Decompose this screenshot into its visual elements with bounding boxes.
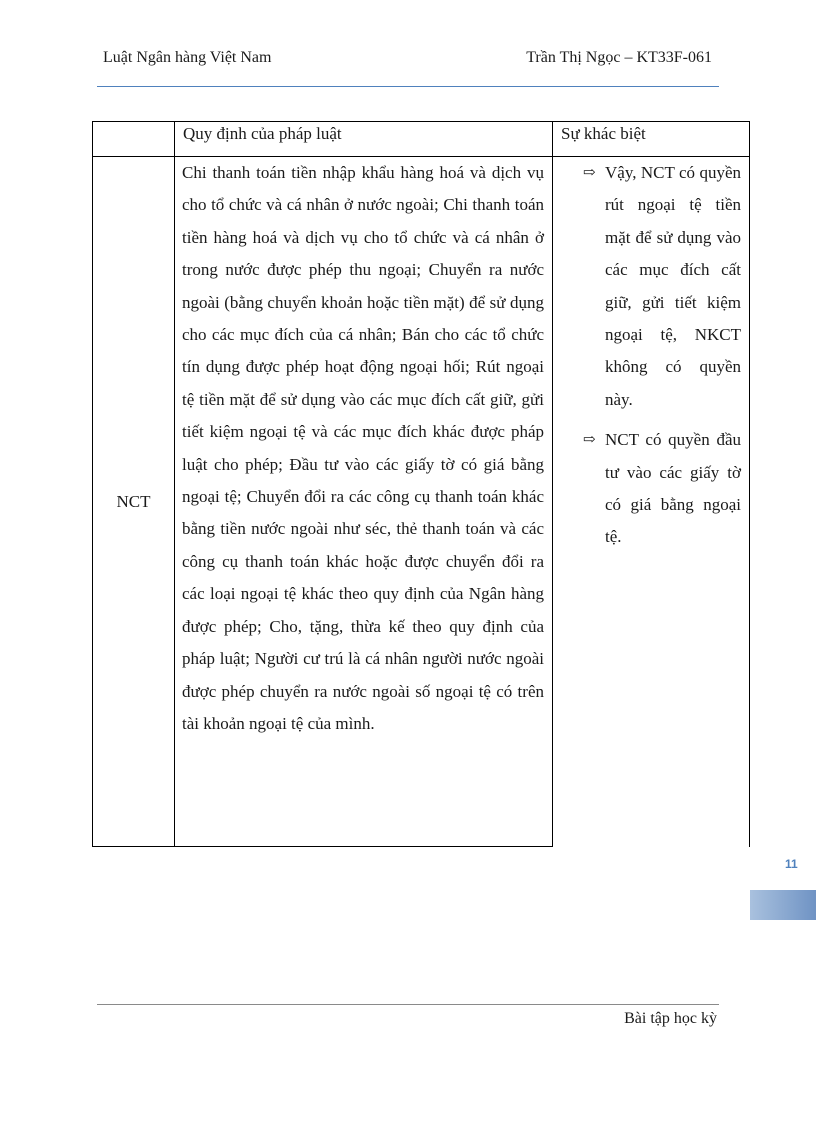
- footer-text: Bài tập học kỳ: [624, 1010, 717, 1027]
- table-row: [93, 157, 750, 847]
- regulation-cell: [175, 157, 553, 847]
- footer-divider: [97, 1004, 719, 1005]
- table-header-empty: [93, 122, 175, 157]
- comparison-table: [92, 121, 750, 847]
- arrow-right-icon: ⇨: [583, 432, 596, 449]
- difference-cell: [553, 157, 750, 847]
- page-number: 11: [785, 857, 798, 871]
- header-author: Trần Thị Ngọc – KT33F-061: [526, 49, 712, 66]
- difference-item: [553, 424, 749, 554]
- difference-text: Vậy, NCT có quyền rút ngoại tệ tiền mặt để sử dụng vào các mục đích cất giữ, gửi tiết kiệm ngoại tệ, NKCT không có quyền này.: [605, 163, 741, 409]
- difference-text: NCT có quyền đầu tư vào các giấy tờ có giá bằng ngoại tệ.: [605, 430, 741, 547]
- table-header-row: [93, 122, 750, 157]
- table-header-difference: Sự khác biệt: [553, 122, 750, 157]
- page-tab-decoration: [750, 890, 816, 920]
- header-divider: [97, 86, 719, 87]
- row-label: NCT: [93, 157, 175, 847]
- header-left-title: Luật Ngân hàng Việt Nam: [103, 49, 272, 66]
- difference-item: [553, 157, 749, 416]
- table-header-regulation: Quy định của pháp luật: [175, 122, 553, 157]
- regulation-text: Chi thanh toán tiền nhập khẩu hàng hoá và dịch vụ cho tổ chức và cá nhân ở nước ngoài; Chi thanh toán tiền hàng hoá và dịch vụ cho tổ chức và cá nhân ở trong nước được phép thu ngoại; Chuyển ra nước ngoài (bằng chuyển khoản hoặc tiền mặt) để sử dụng cho các mục đích của cá nhân; Bán cho các tổ chức tín dụng được phép hoạt động ngoại hối; Rút ngoại tệ tiền mặt để sử dụng vào các mục đích cất giữ, gửi tiết kiệm ngoại tệ và các mục đích khác được pháp luật cho phép; Đầu tư vào các giấy tờ có giá bằng ngoại tệ; Chuyển đổi ra các công cụ thanh toán khác bằng tiền nước ngoài như séc, thẻ thanh toán và các công cụ thanh toán khác hoặc được chuyển đổi ra các loại ngoại tệ khác theo quy định của Ngân hàng được phép; Cho, tặng, thừa kế theo quy định của pháp luật; Người cư trú là cá nhân người nước ngoài được phép chuyển ra nước ngoài số ngoại tệ có trên tài khoản ngoại tệ của mình.: [182, 163, 544, 733]
- arrow-right-icon: ⇨: [583, 165, 596, 181]
